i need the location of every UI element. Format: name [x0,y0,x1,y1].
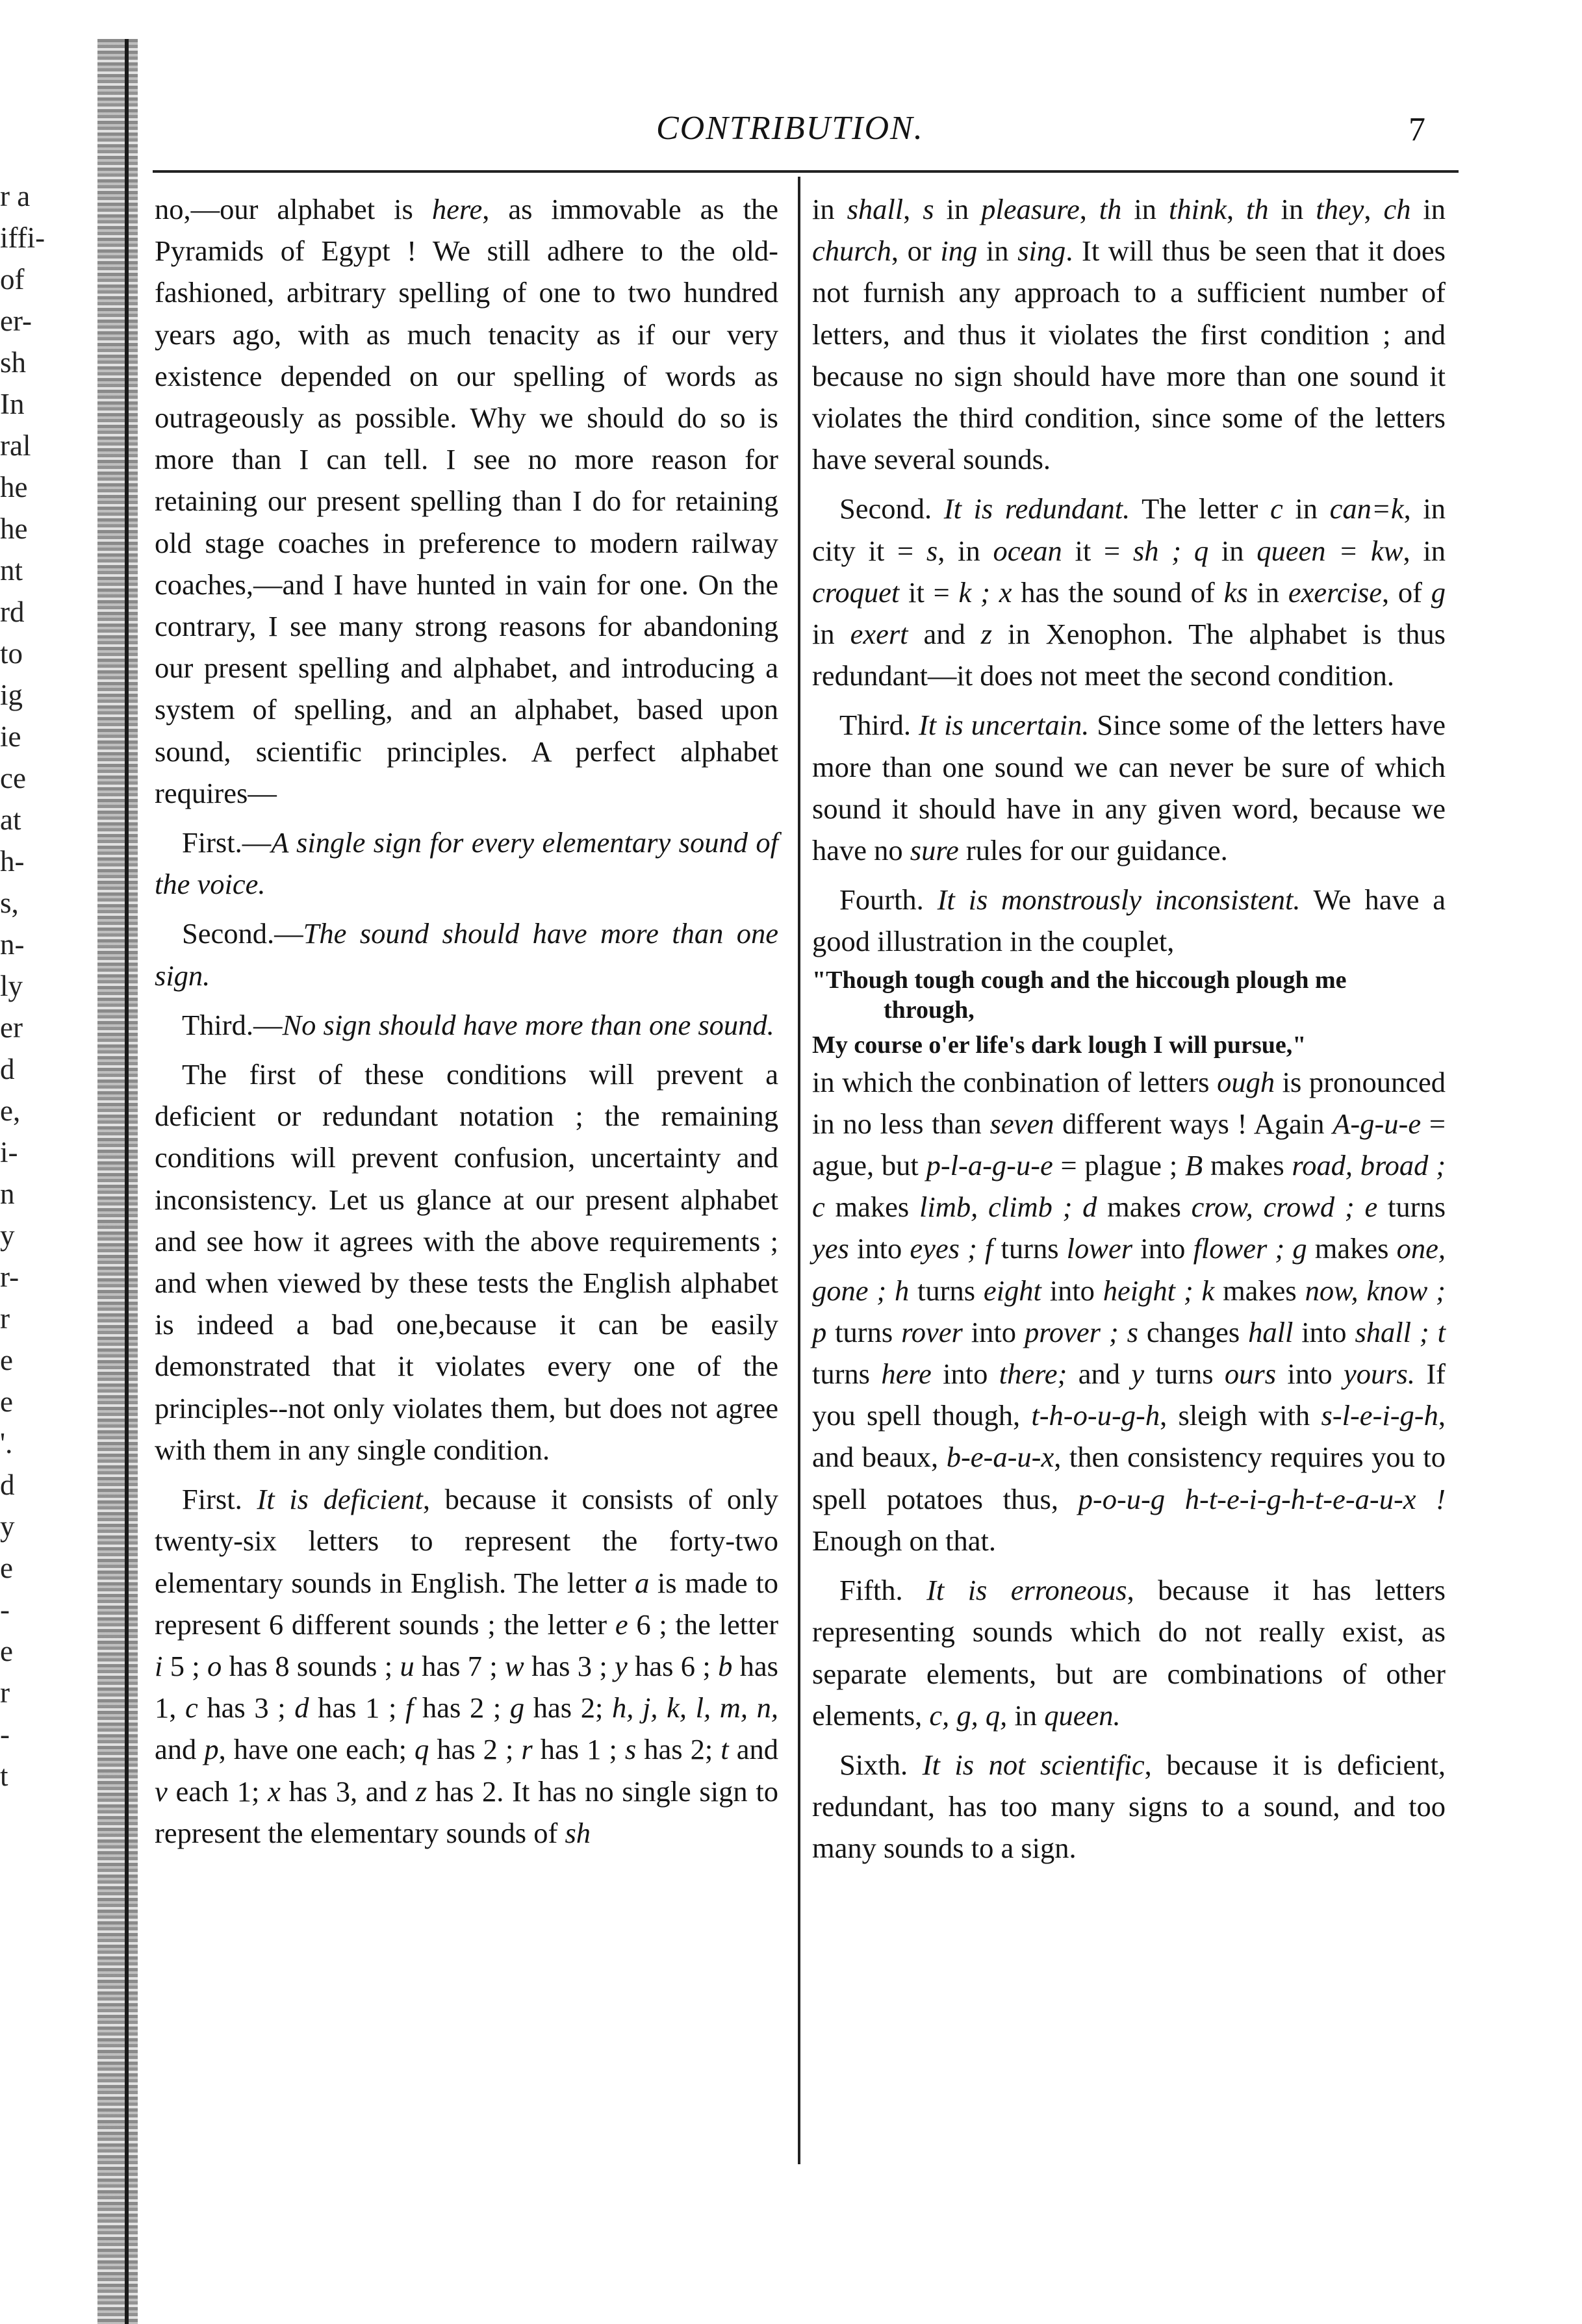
text: rules for our guidance. [958,834,1228,867]
text: into [1293,1315,1355,1348]
text: , as immovable as the Pyramids of Egypt ! We still adhere to the old-fashioned, arbitrary spelling of one to two hundred years ago, with as much tenacity as if our very existence depended on our spelling of words as outrageously as possible. Why we should do so is more than I can tell. I see no more reason for retaining our present spelling than I do for retaining old stage coaches in preference to modern railway coaches,—and I have hunted in vain for one. On the contrary, I see many strong reasons for abandoning our present spelling and alphabet, and introducing a system of spelling, and an alphabet, based upon sound, scientific principles. A perfect alphabet requires— [155,193,778,809]
margin-fragment: y [0,1219,15,1252]
text: , sleigh with [1160,1399,1321,1432]
letter: u [400,1649,415,1682]
label: Fifth. [839,1574,927,1607]
letter: o [207,1649,222,1682]
margin-fragment: y [0,1510,15,1543]
word: lower [1066,1232,1133,1265]
heading-italic: It is deficient [257,1483,423,1516]
letter: d [294,1691,309,1724]
margin-fragment: e [0,1344,13,1376]
word: croquet [812,575,900,609]
letter: r [521,1733,533,1766]
heading-italic: It is not scientific [922,1748,1145,1781]
text: has 3, and [280,1775,416,1808]
letter: th [1246,193,1269,225]
text: has 2; [524,1691,612,1724]
column-divider [798,177,800,2164]
text: We have a good illustration in the couplet, [812,883,1446,958]
text: has 3 ; [198,1691,295,1724]
letter: g [509,1691,525,1724]
margin-fragment: er [0,1011,23,1044]
text: , because it has letters representing sounds which do not really exist, as separate elements, but are combinations of other elements, [812,1574,1446,1732]
text: , because it consists of only twenty-six letters to represent the forty-two elementary sounds in English. The letter [155,1483,778,1599]
letter: y [1131,1358,1145,1391]
word: shall [847,193,904,225]
text [1181,535,1194,567]
word: ough [1217,1065,1275,1098]
letter: s [926,534,938,567]
text: , have one each; [218,1733,415,1766]
letter: s [923,193,934,225]
word: eight [983,1274,1041,1307]
paragraph-after-quote [812,1061,1446,1561]
label: Second.— [182,917,303,950]
paragraph-continued [812,188,1446,480]
word: shall ; t [1355,1315,1446,1348]
text: has 2 ; [429,1733,522,1766]
word: seven [989,1107,1054,1140]
text: , then consistency requires you to spell potatoes thus, [812,1441,1446,1515]
margin-fragment: i- [0,1136,18,1168]
text: turns [1144,1358,1225,1391]
margin-fragment: '. [0,1427,13,1459]
margin-fragment: n- [0,928,25,961]
word: rover [901,1315,963,1348]
running-header: CONTRIBUTION. [656,110,924,147]
quote-line: through, [884,996,975,1024]
text-italic: here [431,193,483,225]
quote-line: "Though tough cough and the hiccough plough me [812,966,1347,994]
text: has 2. It has no single sign to represent the elementary sounds of [155,1775,778,1849]
word: flower ; g [1193,1232,1307,1265]
text: is pronounced in no less than [812,1065,1446,1140]
word: yours. [1343,1358,1415,1391]
margin-fragment: d [0,1053,15,1085]
text: makes [1307,1232,1397,1265]
text: different ways ! Again [1054,1107,1333,1140]
word: church [812,234,891,268]
text: and [908,618,981,651]
letter: q [1193,534,1209,567]
text: has 2; [636,1733,721,1766]
quote-line: My course o'er life's dark lough I will pursue," [812,1031,1307,1059]
letter: ch [1383,193,1411,225]
text: has the sound of [1012,575,1224,609]
text: , or [891,234,941,268]
margin-fragment: d [0,1469,15,1501]
text: If you spell though, [812,1358,1446,1432]
heading-italic: It is redundant. [943,492,1130,525]
word: s-l-e-i-g-h [1321,1399,1438,1432]
text: into [1041,1274,1103,1307]
text [990,576,999,609]
letter: p [204,1733,219,1766]
margin-fragment: In [0,388,25,420]
text: and [155,1733,205,1766]
letter: t [721,1733,729,1766]
text: in [934,193,982,225]
letter: c [185,1691,198,1724]
heading-italic: It is uncertain. [918,709,1090,742]
margin-fragment: of [0,263,25,296]
heading-italic: It is erroneous [926,1574,1127,1607]
margin-fragment: nt [0,554,23,587]
margin-fragment: ly [0,970,23,1002]
word: can=k [1329,492,1404,525]
margin-fragment: - [0,1718,10,1750]
word: p-l-a-g-u-e [926,1149,1053,1182]
left-column [155,188,778,1854]
text: into [931,1358,999,1391]
binding-gutter [97,39,138,2324]
word: prover ; s [1024,1315,1138,1348]
word: there; [999,1358,1067,1391]
requirement-1 [155,822,778,905]
text: has 7 ; [414,1649,505,1682]
letter: f [405,1691,414,1724]
text: turns [812,1358,882,1391]
letter: sh [565,1816,591,1849]
word: think [1168,193,1227,225]
text: in Xenophon. The alphabet is thus redundant—it does not meet the second condition. [812,618,1446,692]
margin-fragment: s, [0,887,19,919]
margin-fragment: r a [0,180,31,212]
word: road, broad ; c [812,1149,1446,1224]
margin-fragment: r [0,1676,10,1709]
label: Third. [839,709,919,742]
gutter-line [125,39,129,2324]
word: here [881,1358,932,1391]
text: Enough on that. [812,1524,997,1557]
word: exercise [1288,575,1382,609]
text: makes [824,1191,919,1224]
margin-fragment: r- [0,1261,19,1293]
margin-fragment: iffi- [0,221,45,254]
text: in [1268,193,1316,225]
margin-fragment: e [0,1552,13,1584]
word: sure [910,834,959,867]
word: p-o-u-g h-t-e-i-g-h-t-e-a-u-x ! [1078,1482,1446,1515]
page-number: 7 [1409,111,1425,148]
text: , because it is deficient, redundant, has too many signs to a sound, and too many sounds to a sign. [812,1748,1446,1865]
label: Sixth. [839,1748,923,1781]
text: changes [1138,1315,1249,1348]
letter: e [615,1608,628,1641]
word: queen = kw [1257,534,1403,567]
text: , [1079,193,1099,225]
text: , of [1381,575,1431,609]
margin-fragment: ig [0,679,23,711]
text: , [1364,193,1384,225]
margin-fragment: e, [0,1094,21,1127]
text: in [1282,492,1330,525]
text: has 1, [155,1649,778,1724]
text: into [1276,1358,1344,1391]
text: in [1121,193,1169,225]
text: in [977,234,1018,268]
text: The letter [1130,492,1270,525]
letter: w [505,1649,524,1682]
paragraph-second-redundant [812,488,1446,696]
label: Third.— [182,1008,283,1041]
word: ocean [993,534,1062,567]
word: t-h-o-u-g-h [1031,1399,1160,1432]
margin-fragment: n [0,1178,15,1210]
text: in [812,193,847,225]
word: limb, climb ; d [919,1191,1097,1224]
margin-fragment: e [0,1635,13,1667]
letter: c [1269,492,1283,525]
text: in [1007,1699,1045,1732]
letter: th [1099,193,1122,225]
letter: ing [940,234,978,268]
text: , in [1403,534,1446,567]
text: has 2 ; [413,1691,510,1724]
text: = plague ; [1053,1149,1185,1182]
text: turns [1377,1191,1446,1224]
text: and [728,1733,778,1766]
text: each 1; [167,1775,268,1808]
label: Fourth. [839,883,938,916]
text: is made to represent 6 different sounds ; the letter [155,1566,778,1641]
word: they [1316,193,1364,225]
margin-fragment: ral [0,429,31,462]
text: in [1247,575,1288,609]
letter: k ; [958,575,990,609]
text: has 1 ; [532,1733,625,1766]
letter: y [615,1649,628,1682]
letter: q [415,1733,429,1766]
paragraph-sixth-not-scientific [812,1744,1446,1869]
word: ours [1224,1358,1277,1391]
margin-fragment: ie [0,720,21,753]
margin-fragment: he [0,471,28,503]
letter: i [155,1649,163,1682]
text: in [1410,193,1446,225]
margin-fragment: to [0,637,23,670]
text: makes [1097,1191,1192,1224]
text: = ague, but [812,1107,1446,1182]
paragraph-first-deficient [155,1478,778,1854]
word: hall [1248,1315,1294,1348]
paragraph: The first of these conditions will prevent a deficient or redundant notation ; the remaining conditions will prevent confusion, uncertainty and inconsistency. Let us glance at our present alphabet and see how it agrees with the above requirements ; and when viewed by these tests the English alphabet is indeed a bad one,because it can be easily demonstrated that it violates every one of the principles--not only violates them, but does not agree with them in any single condition. [155,1058,778,1466]
requirement-text: The sound should have more than one sign. [155,917,778,992]
text: it = [899,575,959,609]
text: Since some of the letters have more than one sound we can never be sure of which sound it should have in any given word, because we have no [812,709,1446,867]
label: Second. [839,492,944,525]
paragraph-fourth-inconsistent [812,879,1446,962]
margin-fragment: - [0,1593,10,1626]
text: in which the conbination of letters [812,1065,1218,1098]
text: into [962,1315,1025,1348]
margin-fragment: sh [0,346,27,379]
letter: c, g, q, [929,1699,1008,1732]
text: has 1 ; [309,1691,405,1724]
word: A-g-u-e [1333,1107,1422,1140]
couplet-quote [812,965,1446,1060]
letter: s [624,1733,637,1766]
word: one, gone ; h [812,1232,1446,1307]
text: turns [909,1274,984,1307]
text: 6 ; the letter [628,1608,779,1641]
text: , and beaux, [812,1399,1446,1474]
text: has 8 sounds ; [222,1649,400,1682]
letter: v [155,1775,168,1808]
text: in [1208,534,1257,567]
letter: B [1184,1149,1203,1182]
paragraph [155,188,778,814]
requirement-3 [155,1004,778,1046]
requirement-text: A single sign for every elementary sound of the voice. [155,826,778,901]
word: height ; k [1103,1274,1215,1307]
text: no,—our alphabet is [155,193,432,225]
text: it = [1062,534,1133,567]
letter: ks [1223,575,1248,609]
paragraph-third-uncertain [812,704,1446,871]
text: makes [1214,1274,1305,1307]
word: yes [812,1232,849,1265]
text: , [903,193,923,225]
letter: sh ; [1132,534,1182,567]
word: pleasure [981,193,1080,225]
margin-fragment: ce [0,762,26,794]
word: now, know ; p [812,1274,1446,1348]
heading-italic: It is monstrously inconsistent. [937,883,1301,916]
text: into [1132,1232,1193,1265]
text: makes [1203,1149,1292,1182]
text: turns [993,1232,1067,1265]
letter: x [999,575,1012,609]
letter: x [268,1775,281,1808]
paragraph-fifth-erroneous [812,1569,1446,1736]
letter: z [980,618,993,651]
margin-fragment: h- [0,845,25,878]
margin-fragment: t [0,1760,8,1792]
text: , in [938,534,993,567]
text: and [1067,1358,1132,1391]
margin-fragment: he [0,512,28,545]
margin-fragment: er- [0,305,32,337]
letter: z [415,1775,427,1808]
text: has 3 ; [524,1649,615,1682]
requirement-2 [155,913,778,996]
text: , in city it = [812,492,1446,567]
margin-fragment: e [0,1385,13,1418]
word: exert [850,618,908,651]
letter: h, j, k, l, m, n, [611,1691,778,1724]
requirement-text: No sign should have more than one sound. [282,1008,774,1041]
margin-fragment: at [0,803,21,836]
word: crow, crowd ; e [1191,1191,1378,1224]
letter: a [634,1566,650,1599]
adjacent-page-fragment [0,175,77,1797]
word: b-e-a-u-x [946,1441,1054,1474]
letter: b [718,1649,733,1682]
label: First.— [182,826,272,859]
word: queen. [1044,1699,1121,1732]
word: eyes ; f [910,1232,993,1265]
letter: g [1431,575,1446,609]
text: , [1226,193,1247,225]
text: 5 ; [162,1649,207,1682]
word: sing [1017,234,1066,268]
text: turns [826,1315,902,1348]
text: . It will thus be seen that it does not furnish any approach to a sufficient number of letters, and thus it violates the first condition ; and because no sign should have more than one sound it violates the third condition, since some of the letters have several sounds. [812,234,1446,476]
text: in [812,618,850,651]
margin-fragment: rd [0,596,25,628]
text: into [848,1232,910,1265]
text: has 6 ; [627,1649,719,1682]
right-column [812,188,1446,1869]
margin-fragment: r [0,1302,10,1335]
header-rule [153,170,1459,173]
label: First. [182,1483,257,1516]
